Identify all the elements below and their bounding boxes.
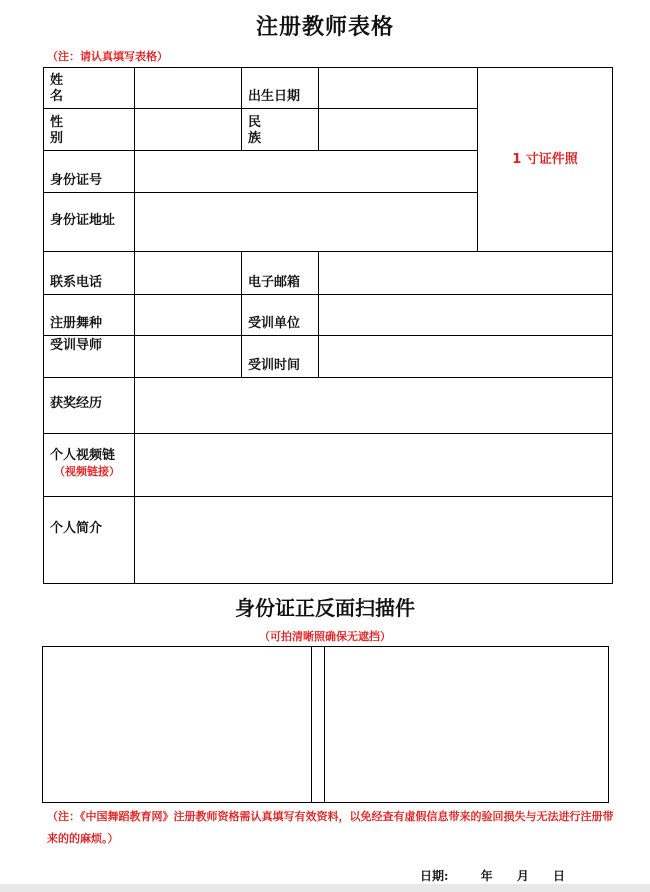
video-link-input[interactable] xyxy=(135,434,613,497)
training-unit-input[interactable] xyxy=(319,295,613,336)
fill-note: （注：请认真填写表格） xyxy=(47,50,168,63)
id-back-scan-box[interactable] xyxy=(324,646,609,803)
year-label: 年 xyxy=(480,869,493,883)
gender-input[interactable] xyxy=(135,109,242,151)
scan-note: （可拍清晰照确保无遮挡） xyxy=(259,630,391,643)
id-number-input[interactable] xyxy=(135,151,478,193)
video-link-text: 个人视频链 xyxy=(50,447,116,463)
profile-label: 个人简介 xyxy=(44,497,135,584)
name-label: 姓 名 xyxy=(44,68,135,109)
id-address-label: 身份证地址 xyxy=(44,193,135,252)
profile-input[interactable] xyxy=(135,497,613,584)
phone-input[interactable] xyxy=(135,252,242,295)
awards-input[interactable] xyxy=(135,378,613,434)
ethnicity-input[interactable] xyxy=(319,109,478,151)
id-number-label: 身份证号 xyxy=(44,151,135,193)
dance-type-label: 注册舞种 xyxy=(44,295,135,336)
scan-title: 身份证正反面扫描件 xyxy=(235,596,415,620)
ethnicity-label: 民 族 xyxy=(242,109,319,151)
form-title: 注册教师表格 xyxy=(255,14,394,40)
date-line xyxy=(420,867,585,884)
video-link-label xyxy=(44,434,135,497)
photo-box[interactable]: 1 寸证件照 xyxy=(478,68,613,252)
awards-label: 获奖经历 xyxy=(44,378,135,434)
training-mentor-label: 受训导师 xyxy=(44,336,135,378)
day-label: 日 xyxy=(553,869,566,883)
dance-type-input[interactable] xyxy=(135,295,242,336)
training-unit-label: 受训单位 xyxy=(242,295,319,336)
training-time-label: 受训时间 xyxy=(242,336,319,378)
bottom-strip xyxy=(0,884,650,892)
training-time-input[interactable] xyxy=(319,336,613,378)
name-input[interactable] xyxy=(135,68,242,109)
email-label: 电子邮箱 xyxy=(242,252,319,295)
email-input[interactable] xyxy=(319,252,613,295)
phone-label: 联系电话 xyxy=(44,252,135,295)
training-mentor-input[interactable] xyxy=(135,336,242,378)
birth-date-input[interactable] xyxy=(319,68,478,109)
month-label: 月 xyxy=(516,869,529,883)
gender-label: 性 别 xyxy=(44,109,135,151)
teacher-form-table xyxy=(43,67,613,584)
id-front-scan-box[interactable] xyxy=(42,646,313,803)
footer-note: （注：《中国舞蹈教育网》注册教师资格需认真填写有效资料，以免经查有虚假信息带来的验回损失与无法进行注册带来的的麻烦。） xyxy=(47,810,614,845)
video-link-note: （视频链接） xyxy=(54,464,120,478)
date-label: 日期: xyxy=(420,869,449,883)
id-address-input[interactable] xyxy=(135,193,478,252)
birth-date-label: 出生日期 xyxy=(242,68,319,109)
